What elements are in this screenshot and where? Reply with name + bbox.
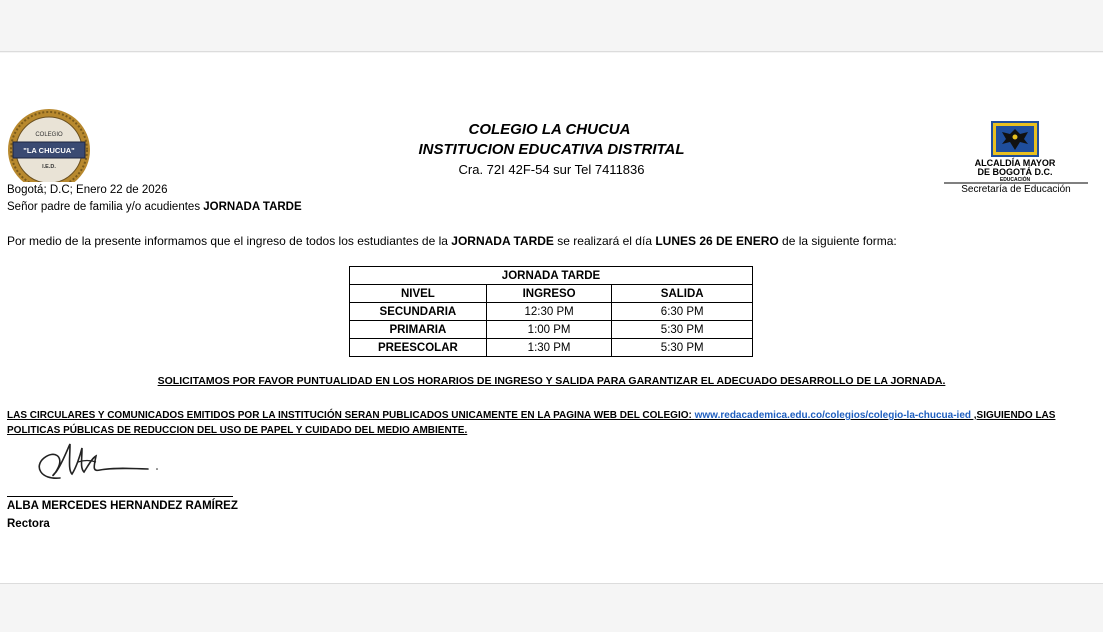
svg-text:Secretaría de Educación: Secretaría de Educación bbox=[961, 184, 1071, 195]
table-row bbox=[350, 303, 753, 321]
row-level: PRIMARIA bbox=[350, 321, 487, 339]
table-row bbox=[350, 339, 753, 357]
svg-text:ALCALDÍA MAYOR: ALCALDÍA MAYOR bbox=[974, 158, 1056, 168]
table-row bbox=[350, 321, 753, 339]
row-entry-time: 12:30 PM bbox=[486, 303, 612, 321]
svg-text:I.E.D.: I.E.D. bbox=[42, 164, 56, 170]
column-header-salida: SALIDA bbox=[612, 285, 753, 303]
school-address: Cra. 72I 42F-54 sur Tel 7411836 bbox=[458, 162, 645, 177]
school-name: COLEGIO LA CHUCUA bbox=[468, 121, 631, 138]
row-exit-time: 5:30 PM bbox=[612, 321, 753, 339]
table-title-row bbox=[350, 267, 753, 285]
row-entry-time: 1:00 PM bbox=[486, 321, 612, 339]
handwritten-signature bbox=[30, 438, 165, 486]
svg-text:DE BOGOTÁ D.C.: DE BOGOTÁ D.C. bbox=[977, 167, 1053, 177]
row-exit-time: 5:30 PM bbox=[612, 339, 753, 357]
signer-name: ALBA MERCEDES HERNANDEZ RAMÍREZ bbox=[7, 500, 238, 512]
row-entry-time: 1:30 PM bbox=[486, 339, 612, 357]
svg-text:"LA CHUCUA": "LA CHUCUA" bbox=[23, 146, 75, 155]
column-header-nivel: NIVEL bbox=[350, 285, 487, 303]
signature-line bbox=[7, 496, 233, 497]
row-level: PREESCOLAR bbox=[350, 339, 487, 357]
svg-text:EDUCACIÓN: EDUCACIÓN bbox=[999, 177, 1031, 183]
letter-date: Bogotá; D.C; Enero 22 de 2026 bbox=[7, 184, 168, 196]
row-exit-time: 6:30 PM bbox=[612, 303, 753, 321]
svg-text:COLEGIO: COLEGIO bbox=[35, 132, 63, 138]
row-level: SECUNDARIA bbox=[350, 303, 487, 321]
table-header-row bbox=[350, 285, 753, 303]
letter-intro: Por medio de la presente informamos que el ingreso de todos los estudiantes de la JORNADA TARDE se realizará el día LUNES 26 DE ENERO de la siguiente forma: bbox=[7, 234, 897, 248]
schedule-table bbox=[349, 266, 753, 357]
punctuality-request: SOLICITAMOS POR FAVOR PUNTUALIDAD EN LOS HORARIOS DE INGRESO Y SALIDA PARA GARANTIZAR EL ADECUADO DESARROLLO DE LA JORNADA. bbox=[157, 375, 946, 387]
viewer-bottom-bar bbox=[0, 583, 1103, 632]
table-title: JORNADA TARDE bbox=[350, 267, 753, 285]
column-header-ingreso: INGRESO bbox=[486, 285, 612, 303]
viewer-top-bar bbox=[0, 0, 1103, 52]
publication-notice: LAS CIRCULARES Y COMUNICADOS EMITIDOS POR LA INSTITUCIÓN SERAN PUBLICADOS UNICAMENTE EN LA PAGINA WEB DEL COLEGIO: www.redacademica.edu.co/colegios/colegio-la-chucua-ied ,SIGUIENDO LAS POLITICAS PÚBLICAS DE REDUCCION DEL USO DE PAPEL Y CUIDADO DEL MEDIO AMBIENTE. bbox=[7, 410, 1056, 436]
signer-role: Rectora bbox=[7, 518, 50, 530]
school-website-link[interactable]: www.redacademica.edu.co/colegios/colegio-la-chucua-ied bbox=[694, 410, 971, 421]
institution-type: INSTITUCION EDUCATIVA DISTRITAL bbox=[418, 141, 685, 158]
letter-addressee: Señor padre de familia y/o acudientes JORNADA TARDE bbox=[7, 201, 302, 213]
